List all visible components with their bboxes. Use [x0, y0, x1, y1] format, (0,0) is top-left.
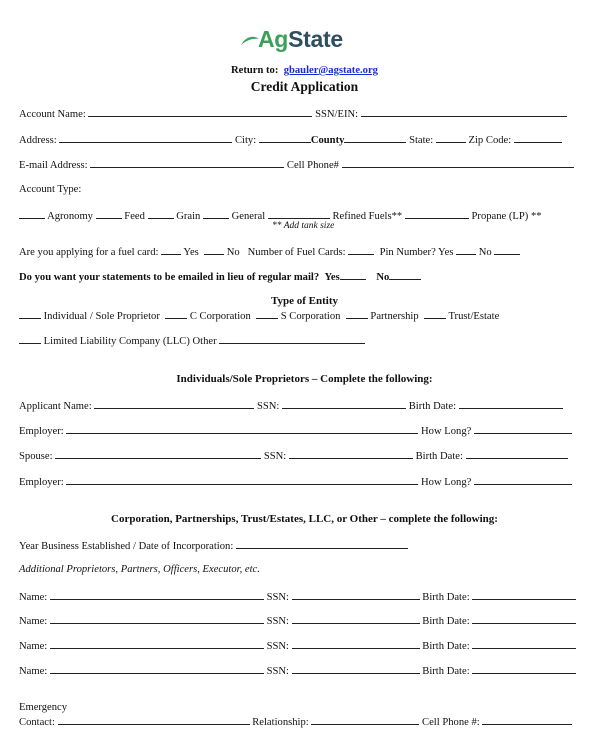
proprietor-name-field[interactable] — [50, 664, 264, 674]
account-name-field[interactable] — [88, 107, 312, 117]
address-field[interactable] — [59, 133, 232, 143]
proprietor-birth-label: Birth Date: — [422, 641, 470, 652]
zip-label: Zip Code: — [468, 135, 512, 146]
fuel-cards-count-field[interactable] — [348, 245, 374, 255]
agstate-logo — [240, 24, 360, 56]
refined-fuels-check[interactable] — [268, 209, 330, 219]
city-field[interactable] — [259, 133, 311, 143]
account-type-label: Account Type: — [19, 184, 82, 195]
sole-proprietor-check[interactable] — [19, 309, 41, 319]
applicant-birth-field[interactable] — [459, 399, 563, 409]
emergency-contact-label: Contact: — [19, 717, 55, 728]
proprietor-ssn-label: SSN: — [266, 592, 289, 603]
llc-row — [19, 334, 365, 347]
proprietor-birth-field[interactable] — [472, 639, 576, 649]
c-corporation-check[interactable] — [165, 309, 187, 319]
state-field[interactable] — [436, 133, 466, 143]
spouse-birth-label: Birth Date: — [415, 451, 463, 462]
employer-label-1: Employer: — [19, 426, 64, 437]
proprietor-ssn-field[interactable] — [292, 590, 420, 600]
proprietor-birth-label: Birth Date: — [422, 666, 470, 677]
email-row — [19, 158, 574, 171]
additional-proprietors-note: Additional Proprietors, Partners, Officers, Executor, etc. — [19, 564, 260, 575]
how-long-label-1: How Long? — [421, 426, 472, 437]
proprietor-row — [19, 590, 576, 603]
emergency-contact-field[interactable] — [58, 715, 250, 725]
account-name-row — [19, 107, 567, 120]
agronomy-check[interactable] — [19, 209, 45, 219]
applicant-name-field[interactable] — [94, 399, 254, 409]
relationship-label: Relationship: — [252, 717, 309, 728]
proprietor-ssn-field[interactable] — [292, 614, 420, 624]
proprietor-row — [19, 639, 576, 652]
partnership-check[interactable] — [346, 309, 368, 319]
pin-yes-check[interactable] — [456, 245, 476, 255]
entity-options-row — [19, 309, 499, 322]
proprietor-name-field[interactable] — [50, 614, 264, 624]
email-field[interactable] — [90, 158, 284, 168]
trust-estate-label: Trust/Estate — [448, 311, 500, 322]
fuel-card-yes-label: Yes — [183, 247, 199, 258]
employer-row-2 — [19, 475, 572, 488]
feed-check[interactable] — [96, 209, 122, 219]
llc-check[interactable] — [19, 334, 41, 344]
c-corporation-label: C Corporation — [189, 311, 251, 322]
spouse-field[interactable] — [55, 449, 261, 459]
proprietor-birth-field[interactable] — [472, 664, 576, 674]
proprietor-name-label: Name: — [19, 592, 48, 603]
leaf-swoosh-icon — [240, 34, 260, 48]
proprietor-ssn-label: SSN: — [266, 616, 289, 627]
spouse-ssn-label: SSN: — [263, 451, 287, 462]
applicant-row — [19, 399, 563, 412]
tank-size-note: ** Add tank size — [272, 221, 335, 231]
employer-label-2: Employer: — [19, 477, 64, 488]
proprietor-birth-field[interactable] — [472, 590, 576, 600]
county-field[interactable] — [344, 133, 406, 143]
feed-label: Feed — [124, 211, 145, 222]
return-email-link[interactable]: gbauler@agstate.org — [283, 65, 378, 76]
proprietor-name-field[interactable] — [50, 590, 264, 600]
partnership-label: Partnership — [370, 311, 419, 322]
email-statements-no-check[interactable] — [389, 270, 421, 280]
general-check[interactable] — [203, 209, 229, 219]
spouse-row — [19, 449, 568, 462]
trust-estate-check[interactable] — [424, 309, 446, 319]
proprietor-birth-field[interactable] — [472, 614, 576, 624]
zip-field[interactable] — [514, 133, 562, 143]
proprietor-name-label: Name: — [19, 641, 48, 652]
general-label: General — [231, 211, 266, 222]
employer-row-1 — [19, 424, 572, 437]
fuel-card-yes-check[interactable] — [161, 245, 181, 255]
relationship-field[interactable] — [311, 715, 419, 725]
county-label: County — [310, 135, 345, 146]
sole-proprietor-label: Individual / Sole Proprietor — [43, 311, 160, 322]
proprietor-name-field[interactable] — [50, 639, 264, 649]
proprietor-row — [19, 614, 576, 627]
proprietor-name-label: Name: — [19, 666, 48, 677]
fuel-cards-count-label: Number of Fuel Cards: — [247, 247, 346, 258]
employer-field-2[interactable] — [66, 475, 418, 485]
account-name-label: Account Name: — [19, 109, 86, 120]
address-label: Address: — [19, 135, 57, 146]
llc-other-field[interactable] — [219, 334, 365, 344]
email-statements-question: Do you want your statements to be emailed in lieu of regular mail? — [19, 272, 320, 283]
year-established-field[interactable] — [236, 539, 408, 549]
email-statements-yes-label: Yes — [324, 272, 340, 283]
email-statements-no-label: No — [376, 272, 390, 283]
fuel-card-no-check[interactable] — [204, 245, 224, 255]
city-label: City: — [234, 135, 257, 146]
fuel-card-question: Are you applying for a fuel card: — [19, 247, 159, 258]
agronomy-label: Agronomy — [47, 211, 93, 222]
return-to-line: Return to: gbauler@agstate.org — [231, 65, 378, 76]
spouse-birth-field[interactable] — [466, 449, 568, 459]
address-row — [19, 133, 562, 146]
proprietor-ssn-label: SSN: — [266, 641, 289, 652]
pin-label: Pin Number? Yes — [379, 247, 454, 258]
page-title: Credit Application — [250, 79, 359, 94]
proprietor-name-label: Name: — [19, 616, 48, 627]
individuals-section-title: Individuals/Sole Proprietors – Complete the following: — [176, 373, 433, 385]
propane-check[interactable] — [405, 209, 469, 219]
applicant-ssn-field[interactable] — [282, 399, 406, 409]
pin-no-label: No — [478, 247, 492, 258]
employer-field-1[interactable] — [66, 424, 418, 434]
cell-field[interactable] — [342, 158, 574, 168]
llc-label: Limited Liability Company (LLC) Other — [43, 336, 217, 347]
how-long-field-1[interactable] — [474, 424, 572, 434]
proprietor-ssn-label: SSN: — [266, 666, 289, 677]
applicant-name-label: Applicant Name: — [19, 401, 92, 412]
ssn-ein-field[interactable] — [361, 107, 567, 117]
proprietor-birth-label: Birth Date: — [422, 592, 470, 603]
grain-check[interactable] — [148, 209, 174, 219]
year-established-row — [19, 539, 408, 552]
entity-section-title: Type of Entity — [270, 295, 339, 307]
grain-label: Grain — [176, 211, 201, 222]
spouse-ssn-field[interactable] — [289, 449, 413, 459]
ssn-ein-label: SSN/EIN: — [315, 109, 359, 120]
email-statements-row — [19, 270, 421, 283]
s-corporation-label: S Corporation — [280, 311, 341, 322]
proprietor-ssn-field[interactable] — [292, 639, 420, 649]
refined-fuels-label: Refined Fuels** — [332, 211, 403, 222]
emergency-cell-label: Cell Phone #: — [422, 717, 480, 728]
email-label: E-mail Address: — [19, 160, 88, 171]
applicant-ssn-label: SSN: — [256, 401, 280, 412]
cell-label: Cell Phone# — [286, 160, 339, 171]
fuel-card-row — [19, 245, 520, 258]
year-established-label: Year Business Established / Date of Incorporation: — [19, 541, 234, 552]
how-long-label-2: How Long? — [421, 477, 472, 488]
applicant-birth-label: Birth Date: — [408, 401, 457, 412]
propane-label: Propane (LP) ** — [471, 211, 542, 222]
proprietor-row — [19, 664, 576, 677]
emergency-label: Emergency — [19, 702, 68, 713]
state-label: State: — [409, 135, 434, 146]
how-long-field-2[interactable] — [474, 475, 572, 485]
emergency-cell-field[interactable] — [482, 715, 572, 725]
logo-wordmark: AgState — [258, 26, 343, 52]
pin-no-check[interactable] — [494, 245, 520, 255]
email-statements-yes-check[interactable] — [340, 270, 366, 280]
emergency-contact-row — [19, 715, 572, 728]
proprietor-birth-label: Birth Date: — [422, 616, 470, 627]
fuel-card-no-label: No — [226, 247, 240, 258]
s-corporation-check[interactable] — [256, 309, 278, 319]
corporation-section-title: Corporation, Partnerships, Trust/Estates, LLC, or Other – complete the following: — [111, 513, 498, 525]
spouse-label: Spouse: — [19, 451, 53, 462]
proprietor-ssn-field[interactable] — [292, 664, 420, 674]
